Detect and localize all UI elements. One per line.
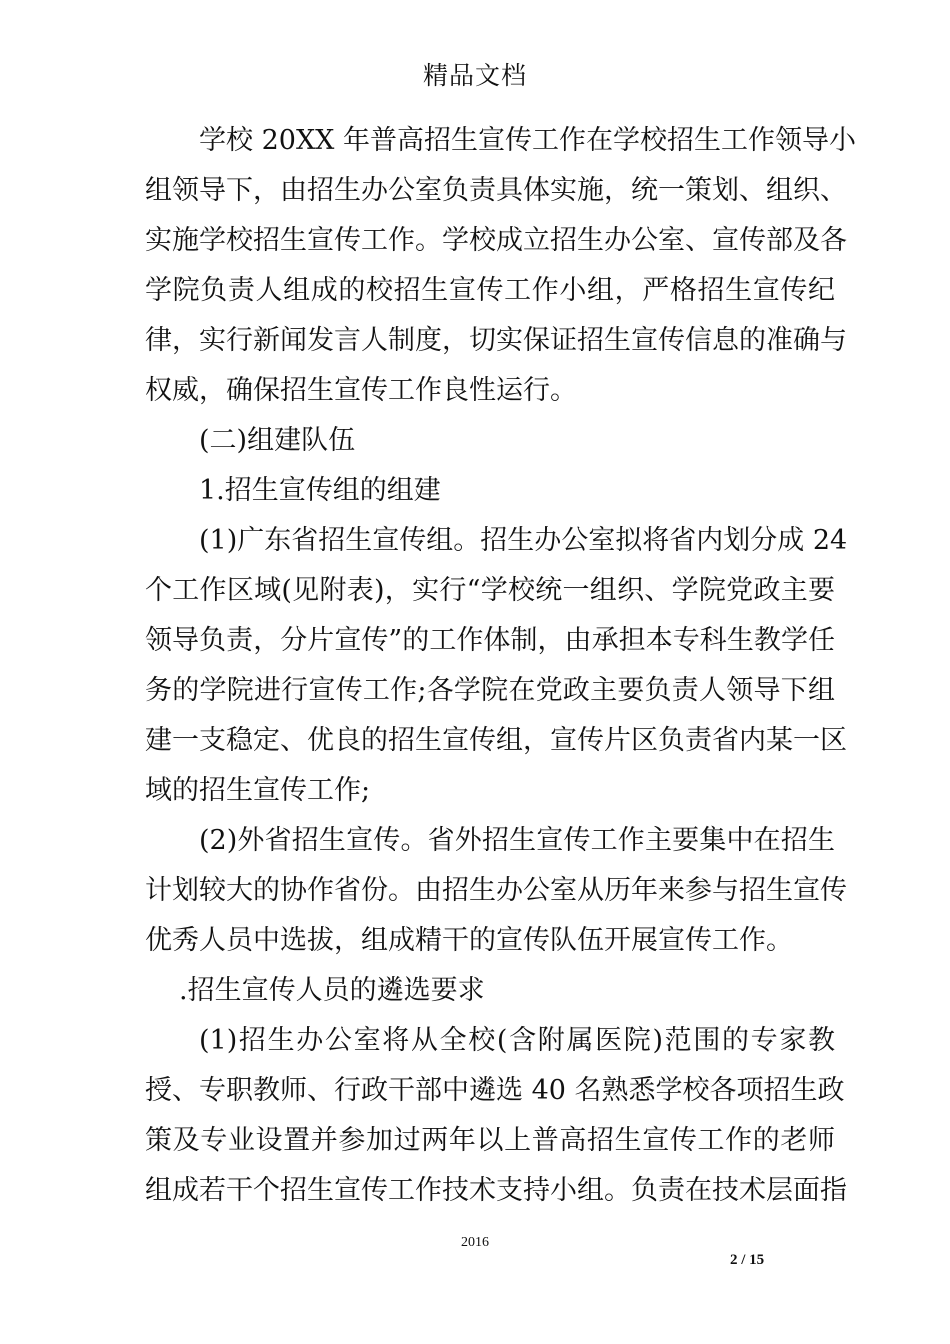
text-line: 优秀人员中选拔，组成精干的宣传队伍开展宣传工作。 bbox=[145, 925, 793, 956]
text-line: 个工作区域(见附表)，实行“学校统一组织、学院党政主要 bbox=[145, 575, 835, 606]
text-line: 组领导下，由招生办公室负责具体实施，统一策划、组织、 bbox=[145, 175, 847, 206]
footer-year: 2016 bbox=[461, 1235, 489, 1250]
text-line: 组成若干个招生宣传工作技术支持小组。负责在技术层面指 bbox=[145, 1175, 847, 1206]
text-line: 学院负责人组成的校招生宣传工作小组，严格招生宣传纪 bbox=[145, 275, 835, 306]
text-line: (1)广东省招生宣传组。招生办公室拟将省内划分成 24 bbox=[199, 525, 848, 556]
subsection-heading: 1.招生宣传组的组建 bbox=[199, 475, 441, 506]
page-header: 精品文档 bbox=[422, 61, 527, 90]
text-line: 领导负责，分片宣传”的工作体制，由承担本专科生教学任 bbox=[145, 625, 835, 656]
subsection-heading: .招生宣传人员的遴选要求 bbox=[179, 975, 485, 1006]
text-line: 实施学校招生宣传工作。学校成立招生办公室、宣传部及各 bbox=[145, 225, 847, 256]
text-line: 策及专业设置并参加过两年以上普高招生宣传工作的老师 bbox=[145, 1125, 835, 1156]
text-line: 建一支稳定、优良的招生宣传组，宣传片区负责省内某一区 bbox=[145, 725, 847, 756]
text-line: (2)外省招生宣传。省外招生宣传工作主要集中在招生 bbox=[199, 825, 835, 856]
text-line: 权威，确保招生宣传工作良性运行。 bbox=[145, 375, 577, 406]
page-number: 2 / 15 bbox=[730, 1252, 765, 1268]
text-line: 律，实行新闻发言人制度，切实保证招生宣传信息的准确与 bbox=[145, 325, 847, 356]
document-body bbox=[145, 124, 856, 1224]
text-line: 计划较大的协作省份。由招生办公室从历年来参与招生宣传 bbox=[145, 875, 847, 906]
text-line: 学校 20XX 年普高招生宣传工作在学校招生工作领导小 bbox=[199, 125, 856, 156]
text-line: 授、专职教师、行政干部中遴选 40 名熟悉学校各项招生政 bbox=[145, 1075, 845, 1106]
section-heading: (二)组建队伍 bbox=[199, 425, 356, 456]
text-line: (1)招生办公室将从全校(含附属医院)范围的专家教 bbox=[199, 1025, 835, 1056]
text-line: 务的学院进行宣传工作;各学院在党政主要负责人领导下组 bbox=[145, 675, 835, 706]
text-line: 域的招生宣传工作; bbox=[145, 775, 371, 806]
